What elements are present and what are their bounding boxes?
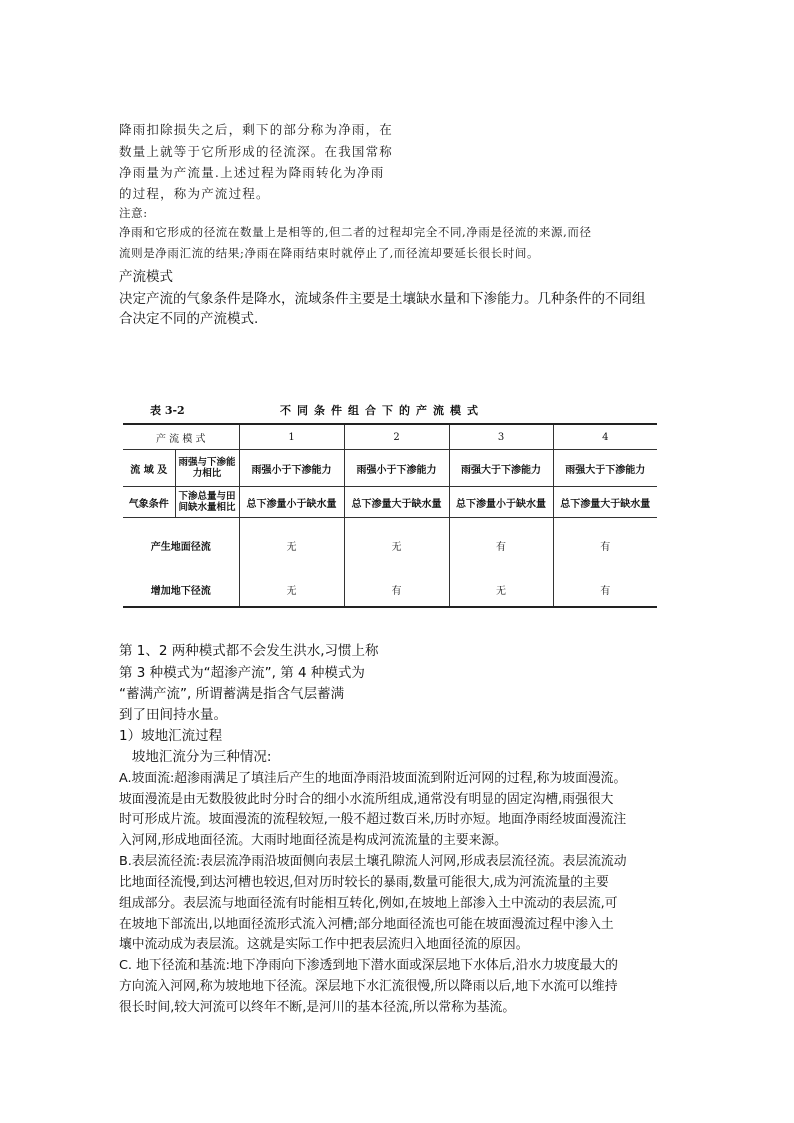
table-cell: 总下渗量大于缺水量 xyxy=(344,487,449,518)
table-cell: 雨强小于下渗能力 xyxy=(239,450,344,487)
production-mode-table xyxy=(123,423,657,608)
mode-number: 3 xyxy=(449,424,553,450)
mode-number: 4 xyxy=(553,424,657,450)
para-c-line-2: 方向流入河网,称为坡地地下径流。深层地下水汇流很慢,所以降雨以后,地下水流可以维持 xyxy=(119,979,618,994)
para-b-line-4: 在坡地下部流出,以地面径流形式流入河槽;部分地面径流也可能在坡面漫流过程中渗入土 xyxy=(119,917,614,932)
intro-line-1: 降雨扣除损失之后，剩下的部分称为净雨，在 xyxy=(119,122,394,137)
table-row xyxy=(123,572,657,607)
table-cell: 总下渗量小于缺水量 xyxy=(449,487,553,518)
subsection-intro: 坡地汇流分为三种情况: xyxy=(119,749,272,765)
intro-line-4: 的过程，称为产流过程。 xyxy=(119,186,270,201)
table-cell: 有 xyxy=(344,572,449,607)
section-para-line-1: 决定产流的气象条件是降水，流域条件主要是土壤缺水量和下渗能力。几种条件的不同组 xyxy=(119,291,646,307)
para-a-line-2: 坡面漫流是由无数股彼此时分时合的细小水流所组成,通常没有明显的固定沟槽,雨强很大 xyxy=(119,792,614,807)
mode-number: 2 xyxy=(344,424,449,450)
para-a-line-3: 时可形成片流。坡面漫流的流程较短,一般不超过数百米,历时亦短。地面净雨经坡面漫流注 xyxy=(119,812,627,827)
after-table-line-1: 第 1、2 两种模式都不会发生洪水,习惯上称 xyxy=(119,643,379,659)
table-cell: 无 xyxy=(239,572,344,607)
table-caption: 表 3-2 xyxy=(150,404,185,417)
note-line-1: 净雨和它形成的径流在数量上是相等的,但二者的过程却完全不同,净雨是径流的来源,而径 xyxy=(119,225,592,239)
table-cell: 无 xyxy=(449,572,553,607)
after-table-line-2: 第 3 种模式为“超渗产流”, 第 4 种模式为 xyxy=(119,665,365,681)
note-line-2: 流则是净雨汇流的结果;净雨在降雨结束时就停止了,而径流却要延长很长时间。 xyxy=(119,246,540,260)
intro-line-2: 数量上就等于它所形成的径流深。在我国常称 xyxy=(119,144,394,159)
mode-number: 1 xyxy=(239,424,344,450)
after-table-line-4: 到了田间持水量。 xyxy=(119,707,227,723)
para-b-line-3: 组成部分。表层流与地面径流有时能相互转化,例如,在坡地上部渗入土中流动的表层流,可 xyxy=(119,896,618,911)
table-cell: 有 xyxy=(553,518,657,573)
table-cell: 雨强大于下渗能力 xyxy=(553,450,657,487)
para-b-line-5: 壤中流动成为表层流。这就是实际工作中把表层流归入地面径流的原因。 xyxy=(119,937,529,952)
para-b-line-1: B.表层流径流:表层流净雨沿坡面侧向表层土壤孔隙流人河网,形成表层流径流。表层流流动 xyxy=(119,854,627,869)
para-a-line-1: A.坡面流:超渗雨满足了填洼后产生的地面净雨沿坡面流到附近河网的过程,称为坡面漫流。 xyxy=(119,771,627,786)
table-row xyxy=(123,487,657,518)
condition-label: 雨强与下渗能力相比 xyxy=(175,450,239,487)
subsection-title: 1）坡地汇流过程 xyxy=(119,728,223,744)
table-cell: 雨强小于下渗能力 xyxy=(344,450,449,487)
para-a-line-4: 入河网,形成地面径流。大雨时地面径流是构成河流流量的主要来源。 xyxy=(119,833,507,848)
table-cell: 无 xyxy=(239,518,344,573)
note-label: 注意: xyxy=(119,206,148,220)
after-table-line-3: “蓄满产流”, 所谓蓄满是指含气层蓄满 xyxy=(119,686,345,702)
table-title: 不同条件组合下的产流模式 xyxy=(280,404,484,417)
table-row xyxy=(123,518,657,573)
para-b-line-2: 比地面径流慢,到达河槽也较迟,但对历时较长的暴雨,数量可能很大,成为河流流量的主要 xyxy=(119,875,609,890)
table-cell: 有 xyxy=(553,572,657,607)
section-para-line-2: 合决定不同的产流模式. xyxy=(119,311,259,327)
table-cell: 有 xyxy=(449,518,553,573)
section-title: 产流模式 xyxy=(119,269,173,285)
table-cell: 雨强大于下渗能力 xyxy=(449,450,553,487)
para-c-line-1: C. 地下径流和基流:地下净雨向下渗透到地下潜水面或深层地下水体后,沿水力坡度最大的 xyxy=(119,958,618,973)
group-label-top: 流 域 及 xyxy=(123,450,175,487)
para-c-line-3: 很长时间,较大河流可以终年不断,是河川的基本径流,所以常称为基流。 xyxy=(119,1000,516,1015)
condition-label: 下渗总量与田间缺水量相比 xyxy=(175,487,239,518)
row-label: 增加地下径流 xyxy=(123,572,239,607)
table-header-row xyxy=(123,424,657,450)
group-label-bottom: 气象条件 xyxy=(123,487,175,518)
table-cell: 总下渗量大于缺水量 xyxy=(553,487,657,518)
row-label: 产生地面径流 xyxy=(150,541,211,553)
mode-header: 产 流 模 式 xyxy=(123,424,239,450)
table-cell: 无 xyxy=(344,518,449,573)
intro-line-3: 净雨量为产流量.上述过程为降雨转化为净雨 xyxy=(119,165,385,180)
table-cell: 总下渗量小于缺水量 xyxy=(239,487,344,518)
table-row xyxy=(123,450,657,487)
